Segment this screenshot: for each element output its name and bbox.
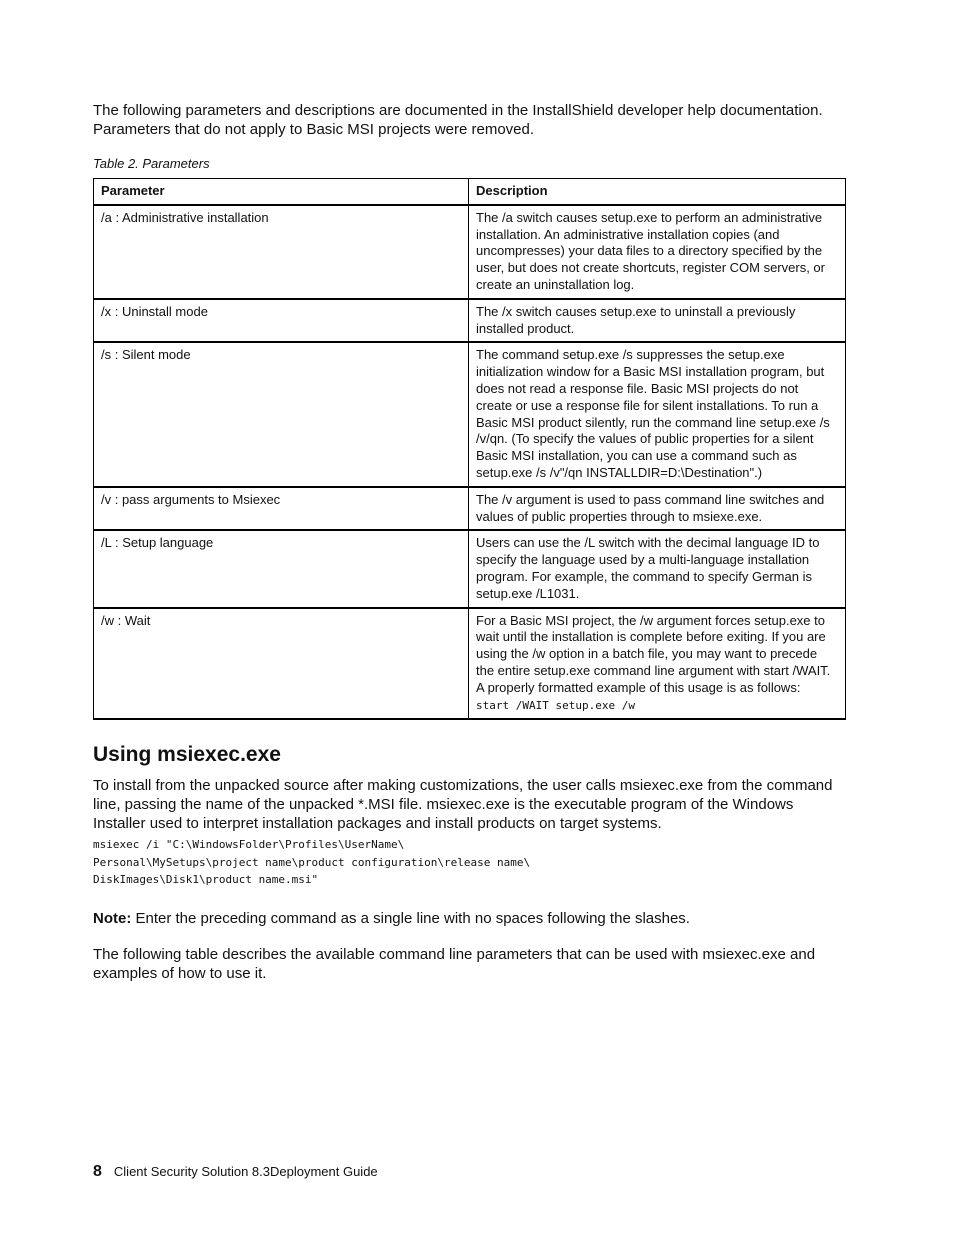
desc-cell: The /a switch causes setup.exe to perform an administrative installation. An administrative installation copies (and uncompresses) your data files to a directory specified by the user, but does not create shortcuts, register COM servers, or create an uninstallation log. <box>469 205 846 299</box>
code-line: DiskImages\Disk1\product name.msi" <box>93 873 319 887</box>
code-line: msiexec /i "C:\WindowsFolder\Profiles\UserName\ <box>93 838 405 852</box>
desc-cell: The /v argument is used to pass command line switches and values of public properties through to msiexe.exe. <box>469 487 846 531</box>
command-code-block <box>93 836 845 889</box>
param-cell: /a : Administrative installation <box>94 205 469 299</box>
desc-cell: The /x switch causes setup.exe to uninstall a previously installed product. <box>469 299 846 343</box>
header-parameter: Parameter <box>94 179 469 205</box>
intro-paragraph: The following parameters and descriptions are documented in the InstallShield developer help documentation. Parameters that do not apply to Basic MSI projects were removed. <box>93 102 823 138</box>
parameters-table <box>93 178 846 720</box>
document-page <box>93 101 845 983</box>
code-example: start /WAIT setup.exe /w <box>476 698 635 712</box>
page-footer <box>93 1163 378 1181</box>
table-row <box>94 530 846 607</box>
param-cell: /v : pass arguments to Msiexec <box>94 487 469 531</box>
following-table-paragraph: The following table describes the available command line parameters that can be used with msiexec.exe and examples of how to use it. <box>93 945 816 982</box>
param-cell: /w : Wait <box>94 608 469 720</box>
note-label: Note: <box>93 909 132 927</box>
section-paragraph: To install from the unpacked source after making customizations, the user calls msiexec.exe from the command line, passing the name of the unpacked *.MSI file. msiexec.exe is the executable program of the Windows Installer used to interpret installation packages and install products on target systems. <box>93 777 833 833</box>
table-row <box>94 299 846 343</box>
table-row <box>94 205 846 299</box>
code-line: Personal\MySetups\project name\product configuration\release name\ <box>93 855 531 869</box>
table-row <box>94 342 846 486</box>
desc-cell: The command setup.exe /s suppresses the setup.exe initialization window for a Basic MSI installation program, but does not read a response file. Basic MSI projects do not create or use a response file for silent installations. To run a Basic MSI product silently, run the command line setup.exe /s /v/qn. (To specify the values of public properties for a silent Basic MSI installation, you can use a command such as setup.exe /s /v"/qn INSTALLDIR=D:\Destination".) <box>469 342 846 486</box>
desc-cell <box>469 608 846 720</box>
table-caption: Table 2. Parameters <box>93 156 210 171</box>
desc-cell: Users can use the /L switch with the decimal language ID to specify the language used by a multi-language installation program. For example, the command to specify German is setup.exe /L1031. <box>469 530 846 607</box>
desc-text: For a Basic MSI project, the /w argument forces setup.exe to wait until the installation is complete before exiting. If you are using the /w option in a batch file, you may want to precede the entire setup.exe command line argument with start /WAIT. A properly formatted example of this usage is as follows: <box>476 612 831 695</box>
footer-title: Client Security Solution 8.3Deployment Guide <box>113 1164 378 1179</box>
page-number: 8 <box>93 1163 102 1180</box>
param-cell: /s : Silent mode <box>94 342 469 486</box>
section-heading: Using msiexec.exe <box>93 743 281 767</box>
note-text: Enter the preceding command as a single line with no spaces following the slashes. <box>131 909 690 927</box>
param-cell: /x : Uninstall mode <box>94 299 469 343</box>
param-cell: /L : Setup language <box>94 530 469 607</box>
header-description: Description <box>469 179 846 205</box>
table-header-row <box>94 179 846 205</box>
note-paragraph <box>93 909 845 928</box>
table-row <box>94 608 846 720</box>
table-row <box>94 487 846 531</box>
